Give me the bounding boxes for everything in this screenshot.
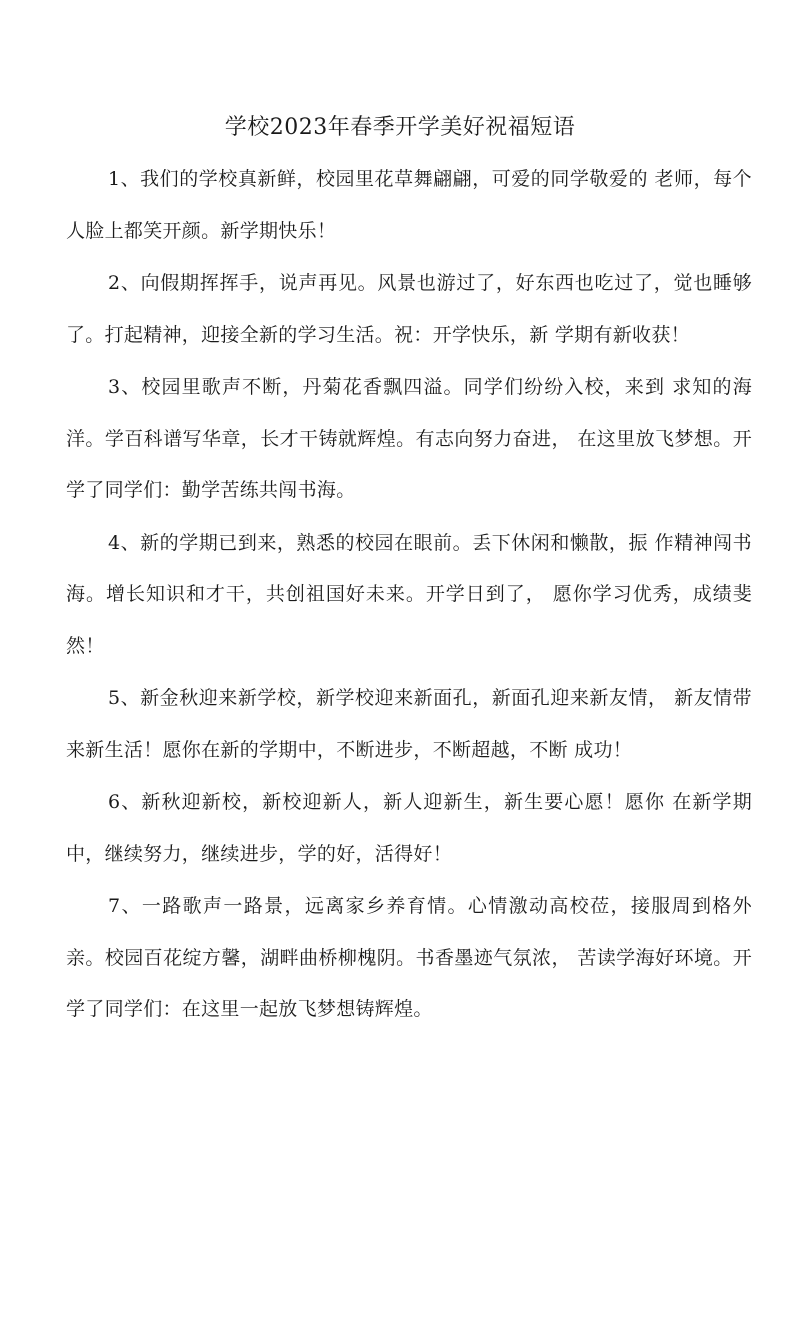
paragraph-2: 2、向假期挥挥手，说声再见。风景也游过了，好东西也吃过了，觉也睡够了。打起精神，迎接全新的学习生活。祝：开学快乐，新 学期有新收获！ bbox=[66, 272, 752, 346]
paragraph-5: 5、新金秋迎来新学校，新学校迎来新面孔，新面孔迎来新友情， 新友情带来新生活！愿你在新的学期中，不断进步，不断超越，不断 成功！ bbox=[66, 687, 752, 761]
document-body bbox=[66, 154, 752, 1037]
paragraph-3: 3、校园里歌声不断，丹菊花香飘四溢。同学们纷纷入校，来到 求知的海洋。学百科谱写华章，长才干铸就辉煌。有志向努力奋进， 在这里放飞梦想。开学了同学们：勤学苦练共闯书海。 bbox=[66, 376, 752, 501]
paragraph-7: 7、一路歌声一路景，远离家乡养育情。心情激动高校莅，接服周到格外亲。校园百花绽方馨，湖畔曲桥柳槐阴。书香墨迹气氛浓， 苦读学海好环境。开学了同学们：在这里一起放飞梦想铸辉煌。 bbox=[66, 895, 752, 1020]
document-title: 学校2023年春季开学美好祝福短语 bbox=[224, 115, 576, 140]
paragraph-1: 1、我们的学校真新鲜，校园里花草舞翩翩，可爱的同学敬爱的 老师，每个人脸上都笑开颜。新学期快乐！ bbox=[66, 168, 752, 242]
paragraph-4: 4、新的学期已到来，熟悉的校园在眼前。丢下休闲和懒散，振 作精神闯书海。增长知识和才干，共创祖国好未来。开学日到了， 愿你学习优秀，成绩斐然！ bbox=[66, 531, 752, 657]
paragraph-6: 6、新秋迎新校，新校迎新人，新人迎新生，新生要心愿！愿你 在新学期中，继续努力，继续进步，学的好，活得好！ bbox=[66, 791, 752, 865]
